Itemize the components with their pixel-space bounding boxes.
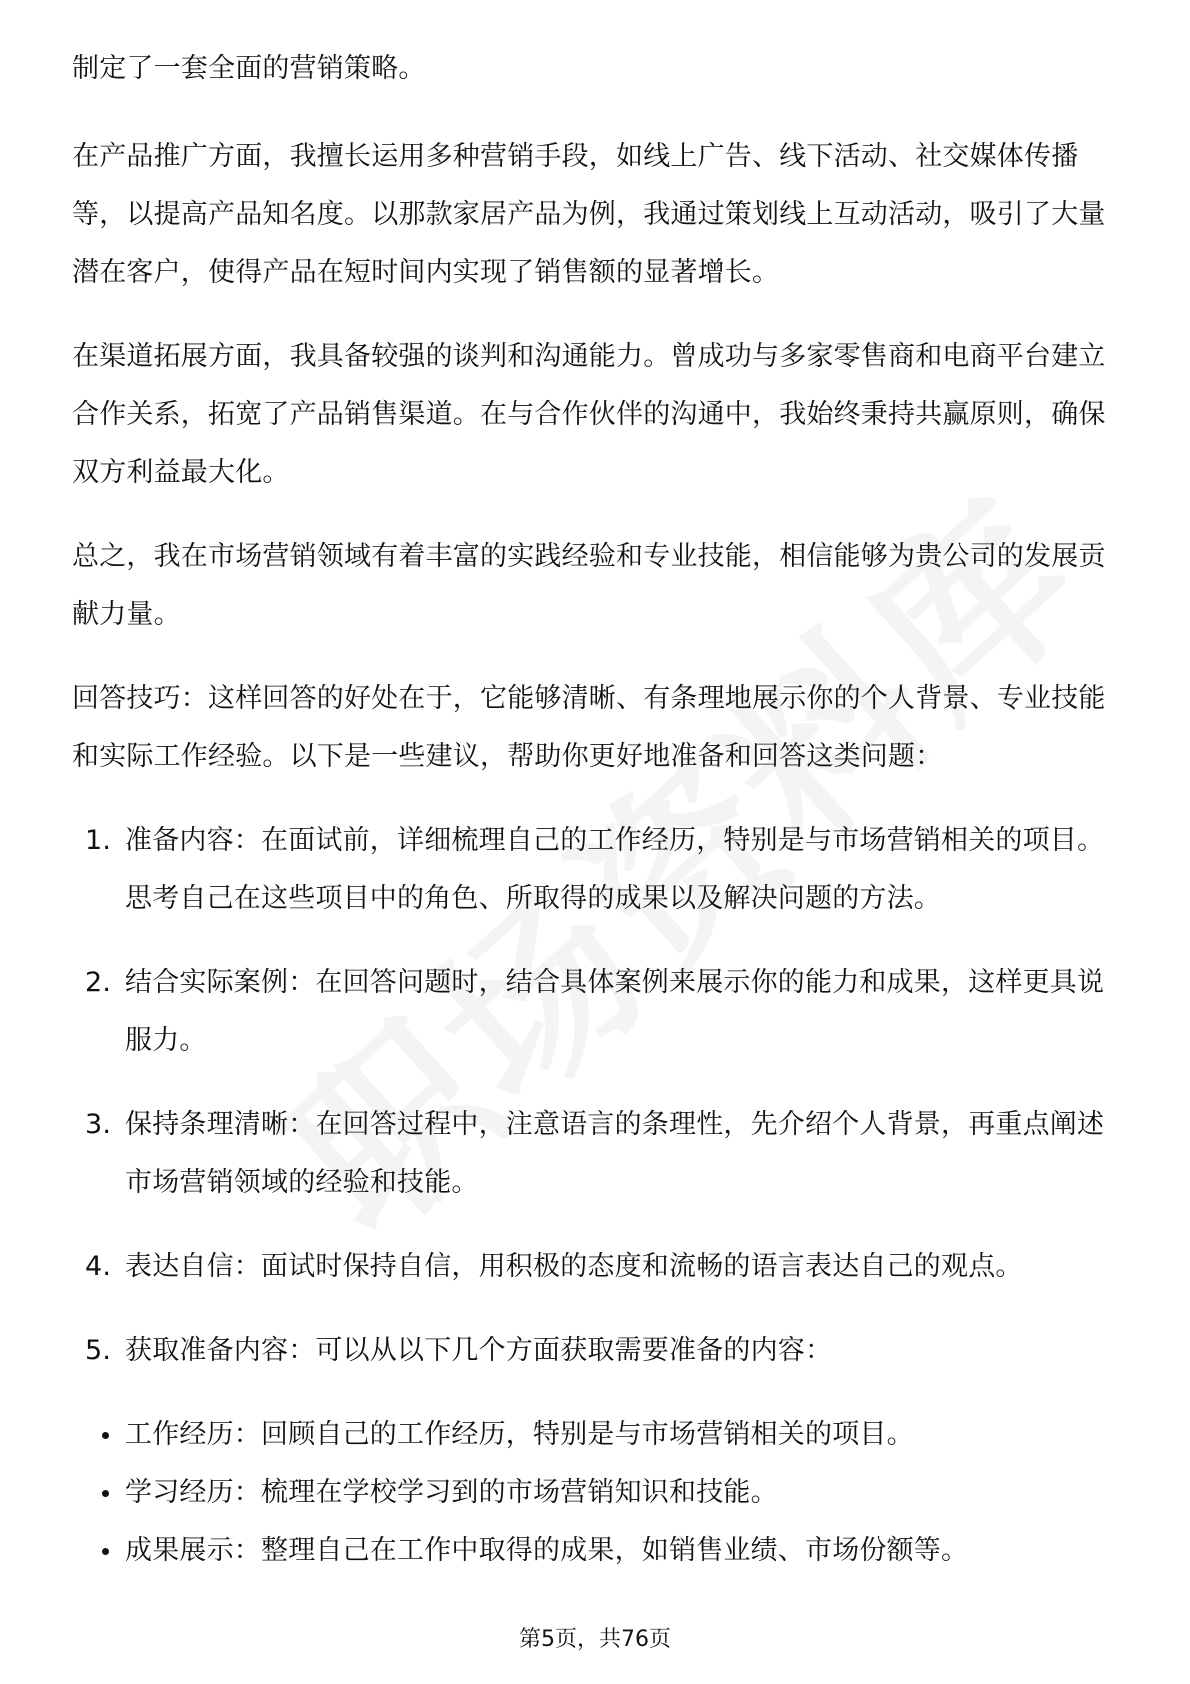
bullet-item (72, 1464, 1122, 1522)
document-body (72, 40, 1122, 1580)
bullet-item (72, 1522, 1122, 1580)
bullet-item-text: 工作经历：回顾自己的工作经历，特别是与市场营销相关的项目。 (125, 1419, 914, 1450)
list-item-number: 5. (85, 1335, 112, 1366)
list-item-text: 准备内容：在面试前，详细梳理自己的工作经历，特别是与市场营销相关的项目。思考自己在这些项目中的角色、所取得的成果以及解决问题的方法。 (125, 825, 1105, 914)
bullet-item-text: 成果展示：整理自己在工作中取得的成果，如销售业绩、市场份额等。 (125, 1535, 969, 1566)
list-item-number: 4. (85, 1251, 112, 1282)
bullet-icon (102, 1490, 109, 1497)
list-item-text: 结合实际案例：在回答问题时，结合具体案例来展示你的能力和成果，这样更具说服力。 (125, 967, 1105, 1056)
bullet-icon (102, 1432, 109, 1439)
list-item-text: 表达自信：面试时保持自信，用积极的态度和流畅的语言表达自己的观点。 (125, 1251, 1023, 1282)
list-item-number: 3. (85, 1109, 112, 1140)
list-item-text: 获取准备内容：可以从以下几个方面获取需要准备的内容： (125, 1335, 833, 1366)
paragraph-summary: 总之，我在市场营销领域有着丰富的实践经验和专业技能，相信能够为贵公司的发展贡献力量。 (72, 541, 1106, 630)
bullet-item (72, 1406, 1122, 1464)
bullet-item-text: 学习经历：梳理在学校学习到的市场营销知识和技能。 (125, 1477, 778, 1508)
list-item-number: 1. (85, 825, 112, 856)
tips-list (72, 812, 1122, 1380)
list-item (72, 1238, 1122, 1296)
list-item (72, 812, 1122, 928)
paragraph-intro-tail: 制定了一套全面的营销策略。 (72, 53, 426, 84)
list-item-text: 保持条理清晰：在回答过程中，注意语言的条理性，先介绍个人背景，再重点阐述市场营销领域的经验和技能。 (125, 1109, 1105, 1198)
page-number: 第5页，共76页 (519, 1627, 671, 1652)
list-item (72, 954, 1122, 1070)
sources-list (72, 1406, 1122, 1580)
list-item (72, 1322, 1122, 1380)
paragraph-product-promotion: 在产品推广方面，我擅长运用多种营销手段，如线上广告、线下活动、社交媒体传播等，以提高产品知名度。以那款家居产品为例，我通过策划线上互动活动，吸引了大量潜在客户，使得产品在短时间内实现了销售额的显著增长。 (72, 141, 1106, 288)
list-item-number: 2. (85, 967, 112, 998)
bullet-icon (102, 1548, 109, 1555)
paragraph-answer-tips: 回答技巧：这样回答的好处在于，它能够清晰、有条理地展示你的个人背景、专业技能和实际工作经验。以下是一些建议，帮助你更好地准备和回答这类问题： (72, 683, 1106, 772)
paragraph-channel-expansion: 在渠道拓展方面，我具备较强的谈判和沟通能力。曾成功与多家零售商和电商平台建立合作关系，拓宽了产品销售渠道。在与合作伙伴的沟通中，我始终秉持共赢原则，确保双方利益最大化。 (72, 341, 1106, 488)
list-item (72, 1096, 1122, 1212)
